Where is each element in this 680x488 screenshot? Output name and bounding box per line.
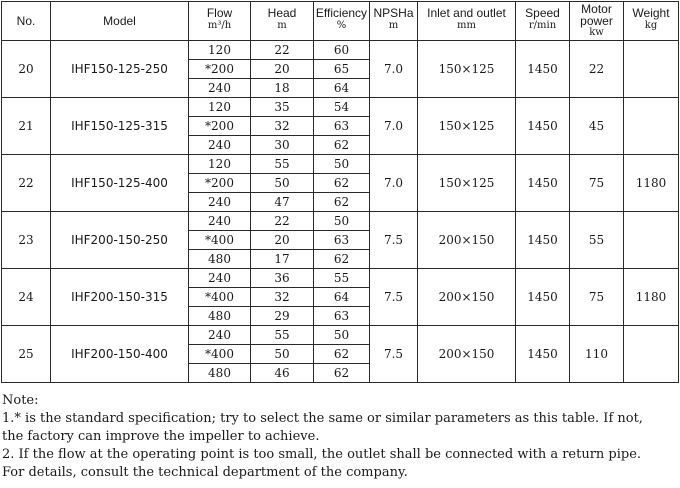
cell-model: IHF200-150-315 <box>51 269 189 326</box>
cell-head: 32 <box>251 288 314 307</box>
note-line: the factory can improve the impeller to achieve. <box>2 429 320 444</box>
cell-head: 50 <box>251 345 314 364</box>
header-weight <box>624 2 679 41</box>
header-model: Model <box>51 2 189 41</box>
cell-no: 20 <box>2 41 51 98</box>
cell-flow: *200 <box>189 60 251 79</box>
cell-no: 21 <box>2 98 51 155</box>
header-head <box>251 2 314 41</box>
header-efficiency <box>314 2 370 41</box>
header-flow-label: Flow <box>206 6 233 20</box>
cell-efficiency: 63 <box>314 231 370 250</box>
notes-title: Note: <box>2 393 39 408</box>
cell-efficiency: 55 <box>314 269 370 288</box>
cell-flow: 240 <box>189 326 251 345</box>
cell-efficiency: 50 <box>314 212 370 231</box>
cell-head: 46 <box>251 364 314 383</box>
cell-flow: *400 <box>189 288 251 307</box>
cell-head: 50 <box>251 174 314 193</box>
cell-weight <box>624 326 679 383</box>
cell-no: 22 <box>2 155 51 212</box>
cell-model: IHF200-150-250 <box>51 212 189 269</box>
spec-table-body <box>2 41 679 383</box>
cell-head: 55 <box>251 155 314 174</box>
cell-efficiency: 62 <box>314 193 370 212</box>
header-weight-label: Weight <box>632 6 670 20</box>
cell-flow: *200 <box>189 174 251 193</box>
cell-head: 22 <box>251 212 314 231</box>
cell-model: IHF200-150-400 <box>51 326 189 383</box>
header-speed <box>516 2 570 41</box>
header-npsha-unit: m <box>388 20 399 31</box>
header-efficiency-label: Efficiency <box>315 6 368 20</box>
header-speed-label: Speed <box>525 6 560 20</box>
cell-flow: 480 <box>189 364 251 383</box>
cell-efficiency: 63 <box>314 117 370 136</box>
cell-no: 24 <box>2 269 51 326</box>
cell-flow: 240 <box>189 136 251 155</box>
cell-model: IHF150-125-400 <box>51 155 189 212</box>
cell-model: IHF150-125-250 <box>51 41 189 98</box>
cell-efficiency: 64 <box>314 79 370 98</box>
header-npsha-label: NPSHa <box>373 6 414 20</box>
cell-motor-power: 22 <box>570 41 624 98</box>
cell-motor-power: 75 <box>570 155 624 212</box>
note-line: 2. If the flow at the operating point is too small, the outlet shall be connected with a return pipe. <box>2 447 642 462</box>
header-motor-power-unit: kw <box>589 27 604 38</box>
table-row <box>2 155 679 174</box>
cell-head: 18 <box>251 79 314 98</box>
header-motor-power-label: Motor power <box>580 2 613 28</box>
note-line: For details, consult the technical department of the company. <box>2 465 408 480</box>
cell-head: 20 <box>251 60 314 79</box>
cell-npsha: 7.5 <box>370 269 418 326</box>
cell-inlet-outlet: 200×150 <box>418 212 516 269</box>
table-row <box>2 98 679 117</box>
cell-head: 20 <box>251 231 314 250</box>
cell-weight: 1180 <box>624 155 679 212</box>
cell-flow: *400 <box>189 345 251 364</box>
cell-head: 47 <box>251 193 314 212</box>
header-speed-unit: r/min <box>528 20 557 31</box>
cell-flow: 120 <box>189 41 251 60</box>
cell-flow: 480 <box>189 250 251 269</box>
header-npsha <box>370 2 418 41</box>
cell-efficiency: 62 <box>314 174 370 193</box>
header-inlet-outlet-label: Inlet and outlet <box>427 6 506 20</box>
cell-no: 23 <box>2 212 51 269</box>
cell-flow: 240 <box>189 269 251 288</box>
cell-head: 36 <box>251 269 314 288</box>
cell-npsha: 7.5 <box>370 326 418 383</box>
cell-head: 22 <box>251 41 314 60</box>
cell-head: 29 <box>251 307 314 326</box>
cell-efficiency: 62 <box>314 136 370 155</box>
header-inlet-outlet <box>418 2 516 41</box>
notes-section <box>2 392 678 482</box>
cell-npsha: 7.0 <box>370 41 418 98</box>
cell-flow: 120 <box>189 155 251 174</box>
cell-efficiency: 54 <box>314 98 370 117</box>
cell-speed: 1450 <box>516 212 570 269</box>
cell-inlet-outlet: 200×150 <box>418 269 516 326</box>
cell-speed: 1450 <box>516 98 570 155</box>
table-row <box>2 41 679 60</box>
header-flow <box>189 2 251 41</box>
header-head-unit: m <box>277 20 287 31</box>
pump-spec-table <box>1 1 679 383</box>
cell-head: 17 <box>251 250 314 269</box>
cell-weight <box>624 98 679 155</box>
cell-efficiency: 65 <box>314 60 370 79</box>
cell-flow: *400 <box>189 231 251 250</box>
cell-npsha: 7.0 <box>370 98 418 155</box>
cell-efficiency: 64 <box>314 288 370 307</box>
cell-head: 55 <box>251 326 314 345</box>
cell-motor-power: 75 <box>570 269 624 326</box>
header-motor-power <box>570 2 624 41</box>
cell-weight <box>624 41 679 98</box>
cell-no: 25 <box>2 326 51 383</box>
cell-flow: 240 <box>189 193 251 212</box>
cell-motor-power: 45 <box>570 98 624 155</box>
header-inlet-outlet-unit: mm <box>457 20 476 31</box>
header-flow-unit: m³/h <box>207 20 232 31</box>
cell-efficiency: 60 <box>314 41 370 60</box>
cell-head: 30 <box>251 136 314 155</box>
cell-inlet-outlet: 150×125 <box>418 41 516 98</box>
cell-efficiency: 62 <box>314 345 370 364</box>
cell-motor-power: 110 <box>570 326 624 383</box>
cell-speed: 1450 <box>516 41 570 98</box>
cell-speed: 1450 <box>516 326 570 383</box>
cell-flow: 240 <box>189 79 251 98</box>
cell-npsha: 7.5 <box>370 212 418 269</box>
header-no: No. <box>2 2 51 41</box>
cell-efficiency: 63 <box>314 307 370 326</box>
cell-head: 32 <box>251 117 314 136</box>
header-head-label: Head <box>267 6 297 20</box>
cell-model: IHF150-125-315 <box>51 98 189 155</box>
cell-inlet-outlet: 150×125 <box>418 155 516 212</box>
cell-flow: 480 <box>189 307 251 326</box>
header-weight-unit: kg <box>644 20 658 31</box>
cell-motor-power: 55 <box>570 212 624 269</box>
cell-inlet-outlet: 150×125 <box>418 98 516 155</box>
cell-speed: 1450 <box>516 269 570 326</box>
cell-weight <box>624 212 679 269</box>
cell-flow: *200 <box>189 117 251 136</box>
table-row <box>2 212 679 231</box>
cell-weight: 1180 <box>624 269 679 326</box>
cell-efficiency: 62 <box>314 364 370 383</box>
note-line: 1.* is the standard specification; try to select the same or similar parameters as this table. If not, <box>2 411 643 426</box>
cell-efficiency: 50 <box>314 326 370 345</box>
cell-flow: 240 <box>189 212 251 231</box>
cell-npsha: 7.0 <box>370 155 418 212</box>
cell-speed: 1450 <box>516 155 570 212</box>
table-row <box>2 269 679 288</box>
cell-efficiency: 50 <box>314 155 370 174</box>
cell-efficiency: 62 <box>314 250 370 269</box>
header-row <box>2 2 679 41</box>
cell-flow: 120 <box>189 98 251 117</box>
cell-head: 35 <box>251 98 314 117</box>
cell-inlet-outlet: 200×150 <box>418 326 516 383</box>
header-efficiency-unit: % <box>336 20 347 31</box>
table-row <box>2 326 679 345</box>
